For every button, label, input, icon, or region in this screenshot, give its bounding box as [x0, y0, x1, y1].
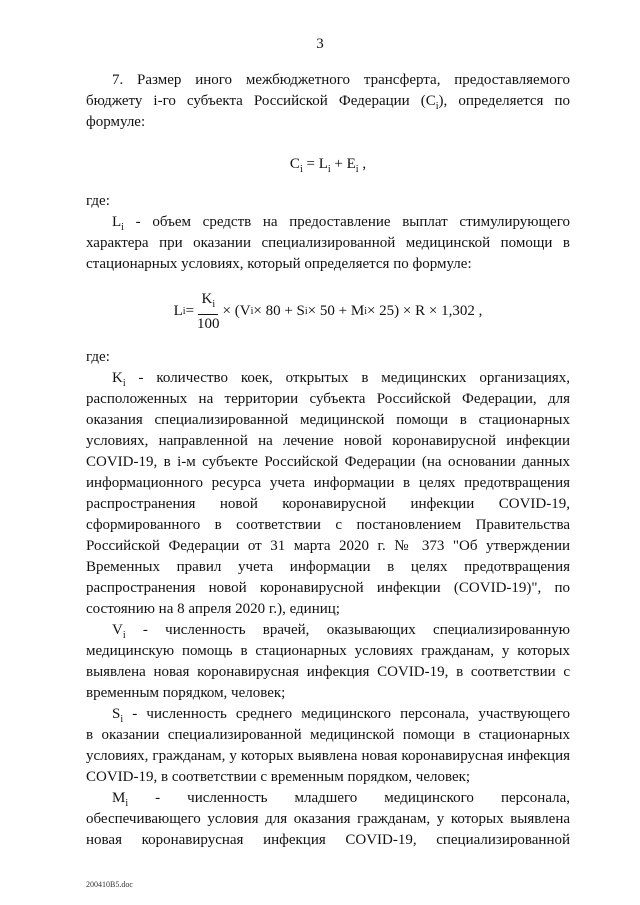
subscript: i	[182, 305, 186, 317]
text-fragment: - численность младшего медицинского персонала,	[128, 790, 570, 806]
definition-k-line: оказания специализированной медицинской помощи в стационарных	[86, 412, 570, 428]
definition-l-line: стационарных условиях, который определяется по формуле:	[86, 256, 472, 272]
definition-s-line: в оказании специализированной медицинской помощи в стационарных	[86, 727, 570, 743]
file-name-footer: 200410В5.doc	[86, 880, 133, 889]
definition-m-line: обеспечивающего условия для оказания гражданам, у которых выявлена	[86, 811, 570, 827]
definition-l-line	[86, 212, 570, 233]
definition-v-line: выявлена новая коронавирусная инфекция COVID-19, в соответствии с	[86, 664, 570, 680]
definition-v-line	[86, 620, 570, 641]
subscript: i	[435, 101, 439, 112]
definition-k-line	[86, 368, 570, 389]
formula-term: C	[289, 156, 300, 172]
formula-operator: =	[185, 302, 195, 319]
fraction	[197, 290, 220, 333]
subscript: i	[120, 714, 124, 725]
subscript: i	[212, 298, 216, 310]
definition-m-line: новая коронавирусная инфекция COVID-19, специализированной	[86, 832, 570, 848]
paragraph-7-line: 7. Размер иного межбюджетного трансферта, предоставляемого	[112, 72, 570, 88]
definition-v-line: временным порядком, человек;	[86, 685, 286, 701]
page-number: 3	[316, 36, 324, 52]
formula-term: × (V	[222, 302, 251, 319]
subscript: i	[327, 164, 331, 175]
formula-term: L	[173, 302, 183, 319]
formula-term: L	[318, 156, 328, 172]
text-fragment: бюджету i-го субъекта Российской Федерации (C	[86, 93, 436, 109]
formula-term: E	[346, 156, 356, 172]
formula-term: × 50 + M	[307, 302, 365, 319]
text-fragment: L	[112, 214, 122, 230]
text-fragment: - численность среднего медицинского персонала, участвующего	[123, 706, 570, 722]
fraction-numerator	[198, 290, 218, 315]
subscript: i	[122, 378, 126, 389]
definition-k-line: информационного ресурса учета информации в целях предотвращения	[86, 475, 570, 491]
document-body	[86, 70, 570, 851]
formula-c	[86, 151, 570, 177]
subscript: i	[250, 305, 254, 317]
definition-k-line: сформированного в соответствии с постановлением Правительства	[86, 517, 570, 533]
formula-term: × 25) × R × 1,302 ,	[366, 302, 483, 319]
subscript: i	[122, 630, 126, 641]
text-fragment: M	[112, 790, 126, 806]
formula-operator: ,	[358, 156, 367, 172]
definition-k-line: Российской Федерации от 31 марта 2020 г. № 373 "Об утверждении	[86, 538, 570, 554]
subscript: i	[125, 798, 129, 809]
text-fragment: S	[112, 706, 121, 722]
definition-k-line: состоянию на 8 апреля 2020 г.), единиц;	[86, 601, 340, 617]
definition-k-line: расположенных на территории субъекта Российской Федерации, для	[86, 391, 570, 407]
fraction-denominator: 100	[197, 315, 220, 332]
formula-term: × 80 + S	[253, 302, 305, 319]
text-fragment: K	[112, 370, 123, 386]
formula-operator: +	[330, 156, 347, 172]
text-fragment: - объем средств на предоставление выплат стимулирующего	[123, 214, 570, 230]
definition-v-line: медицинскую помощь в стационарных условиях гражданам, у которых	[86, 643, 570, 659]
text-fragment: - количество коек, открытых в медицинских организациях,	[125, 370, 570, 386]
formula-operator: =	[302, 156, 319, 172]
definition-s-line: условиях, гражданам, у которых выявлена новая коронавирусная инфекция	[86, 748, 570, 764]
text-fragment: - численность врачей, оказывающих специализированную	[125, 622, 570, 638]
formula-l	[86, 289, 570, 333]
where-label: где:	[86, 349, 110, 365]
text-fragment: ), определяется по	[438, 93, 571, 109]
definition-s-line: COVID-19, в соответствии с временным порядком, человек;	[86, 769, 471, 785]
subscript: i	[299, 164, 303, 175]
definition-s-line	[86, 704, 570, 725]
definition-k-line: Временных правил учета информации в целях предотвращения	[86, 559, 570, 575]
subscript: i	[364, 305, 367, 317]
definition-m-line	[86, 788, 570, 809]
subscript: i	[304, 305, 308, 317]
definition-k-line: условиях, направленной на лечение новой коронавирусной инфекции	[86, 433, 570, 449]
paragraph-7-line	[86, 91, 570, 112]
paragraph-7-line: формуле:	[86, 114, 146, 130]
definition-k-line: распространения новой коронавирусной инфекции (COVID-19)", по	[86, 580, 570, 596]
definition-l-line: характера при оказании специализированной медицинской помощи в	[86, 235, 570, 251]
subscript: i	[121, 222, 124, 233]
where-label: где:	[86, 193, 110, 209]
text-fragment: V	[112, 622, 123, 638]
subscript: i	[355, 164, 359, 175]
definition-k-line: COVID-19, в i-м субъекте Российской Федерации (на основании данных	[86, 454, 570, 470]
definition-k-line: распространения новой коронавирусной инфекции COVID-19,	[86, 496, 570, 512]
formula-term: K	[201, 290, 213, 307]
